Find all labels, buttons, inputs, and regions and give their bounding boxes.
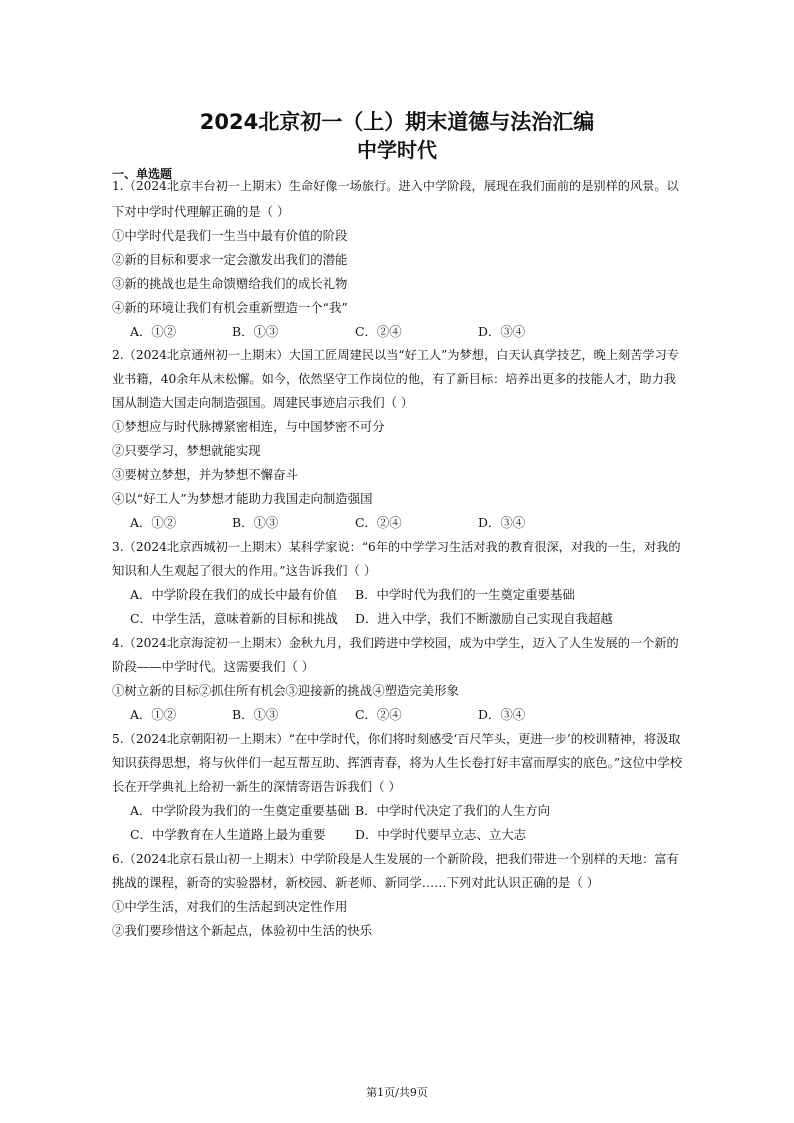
question-2-option-a: A．①②: [130, 515, 177, 530]
question-3-option-c: C．中学生活，意味着新的目标和挑战: [130, 611, 338, 626]
question-2-stem-line-3: 国从制造大国走向制造强国。周建民事迹启示我们（ ）: [112, 395, 414, 410]
question-4-option-b: B．①③: [232, 707, 279, 722]
question-4-stem-line-2: 阶段——中学时代。这需要我们（ ）: [112, 659, 315, 674]
question-3-option-a: A．中学阶段在我们的成长中最有价值: [130, 587, 338, 602]
question-2-option-d: D．③④: [478, 515, 526, 530]
question-1-stem-line-1: 1.（2024北京丰台初一上期末）生命好像一场旅行。进入中学阶段，展现在我们面前的是别样的风景。以: [112, 179, 679, 193]
question-3-stem-line-1: 3.（2024北京西城初一上期末）某科学家说：“6年的中学学习生活对我的教育很深，对我的一生，对我的: [112, 540, 681, 554]
question-5-stem-line-1: 5.（2024北京朝阳初一上期末）“在中学时代，你们将时刻感受‘百尺竿头，更进一步’的校训精神，将汲取: [112, 732, 681, 746]
question-1-statement-4: ④新的环境让我们有机会重新塑造一个“我”: [112, 300, 348, 315]
question-2-stem-line-2: 业书籍，40余年从未松懈。如今，依然坚守工作岗位的他，有了新目标：培养出更多的技能人才，助力我: [112, 372, 676, 386]
question-1-option-c: C．②④: [355, 324, 402, 339]
question-5-option-a: A．中学阶段为我们的一生奠定重要基础: [130, 803, 350, 818]
question-1-option-a: A．①②: [130, 324, 177, 339]
question-5-option-b: B．中学时代决定了我们的人生方向: [355, 803, 550, 818]
question-2-statement-4: ④以“好工人”为梦想才能助力我国走向制造强国: [112, 491, 373, 506]
question-6-statement-2: ②我们要珍惜这个新起点，体验初中生活的快乐: [112, 923, 373, 938]
question-4-stem-line-1: 4.（2024北京海淀初一上期末）金秋九月，我们跨进中学校园，成为中学生，迈入了人生发展的一个新的: [112, 636, 679, 650]
question-2-stem-line-1: 2.（2024北京通州初一上期末）大国工匠周建民以当“好工人”为梦想，白天认真学技艺，晚上刻苦学习专: [112, 348, 679, 362]
question-1-stem-line-2: 下对中学时代理解正确的是（ ）: [112, 204, 290, 219]
section-heading: 一、单选题: [112, 167, 173, 181]
question-5-option-d: D．中学时代要早立志、立大志: [355, 827, 527, 842]
question-6-stem-line-2: 挑战的课程，新奇的实验器材，新校园、新老师、新同学……下列对此认识正确的是（ ）: [112, 875, 600, 890]
question-5-stem-line-2: 知识获得思想，将与伙伴们一起互帮互助、挥洒青春，将为人生长卷打好丰富而厚实的底色。”这位中学校: [112, 755, 683, 770]
question-2-statement-1: ①梦想应与时代脉搏紧密相连，与中国梦密不可分: [112, 419, 385, 434]
question-2-option-b: B．①③: [232, 515, 279, 530]
question-1-statement-1: ①中学时代是我们一生当中最有价值的阶段: [112, 228, 348, 243]
question-4-option-a: A．①②: [130, 707, 177, 722]
question-5-stem-line-3: 长在开学典礼上给初一新生的深情寄语告诉我们（ ）: [112, 779, 401, 794]
question-1-option-d: D．③④: [478, 324, 526, 339]
question-1-option-b: B．①③: [232, 324, 279, 339]
question-3-stem-line-2: 知识和人生观起了很大的作用。”这告诉我们（ ）: [112, 563, 377, 578]
document-title: 2024北京初一（上）期末道德与法治汇编: [199, 110, 595, 134]
question-3-option-d: D．进入中学，我们不断激励自己实现自我超越: [355, 611, 613, 626]
question-2-option-c: C．②④: [355, 515, 402, 530]
question-3-option-b: B．中学时代为我们的一生奠定重要基础: [355, 587, 575, 602]
question-2-statement-3: ③要树立梦想，并为梦想不懈奋斗: [112, 467, 298, 482]
question-6-statement-1: ①中学生活，对我们的生活起到决定性作用: [112, 899, 348, 914]
question-4-option-d: D．③④: [478, 707, 526, 722]
question-5-option-c: C．中学教育在人生道路上最为重要: [130, 827, 326, 842]
document-subtitle: 中学时代: [357, 138, 437, 162]
question-2-statement-2: ②只要学习，梦想就能实现: [112, 443, 261, 458]
question-4-statements: ①树立新的目标②抓住所有机会③迎接新的挑战④塑造完美形象: [112, 683, 459, 698]
question-4-option-c: C．②④: [355, 707, 402, 722]
page-number-footer: 第1页/共9页: [366, 1086, 428, 1099]
question-1-statement-3: ③新的挑战也是生命馈赠给我们的成长礼物: [112, 276, 348, 291]
question-6-stem-line-1: 6.（2024北京石景山初一上期末）中学阶段是人生发展的一个新阶段，把我们带进一个别样的天地：富有: [112, 852, 679, 866]
question-1-statement-2: ②新的目标和要求一定会激发出我们的潜能: [112, 252, 348, 267]
